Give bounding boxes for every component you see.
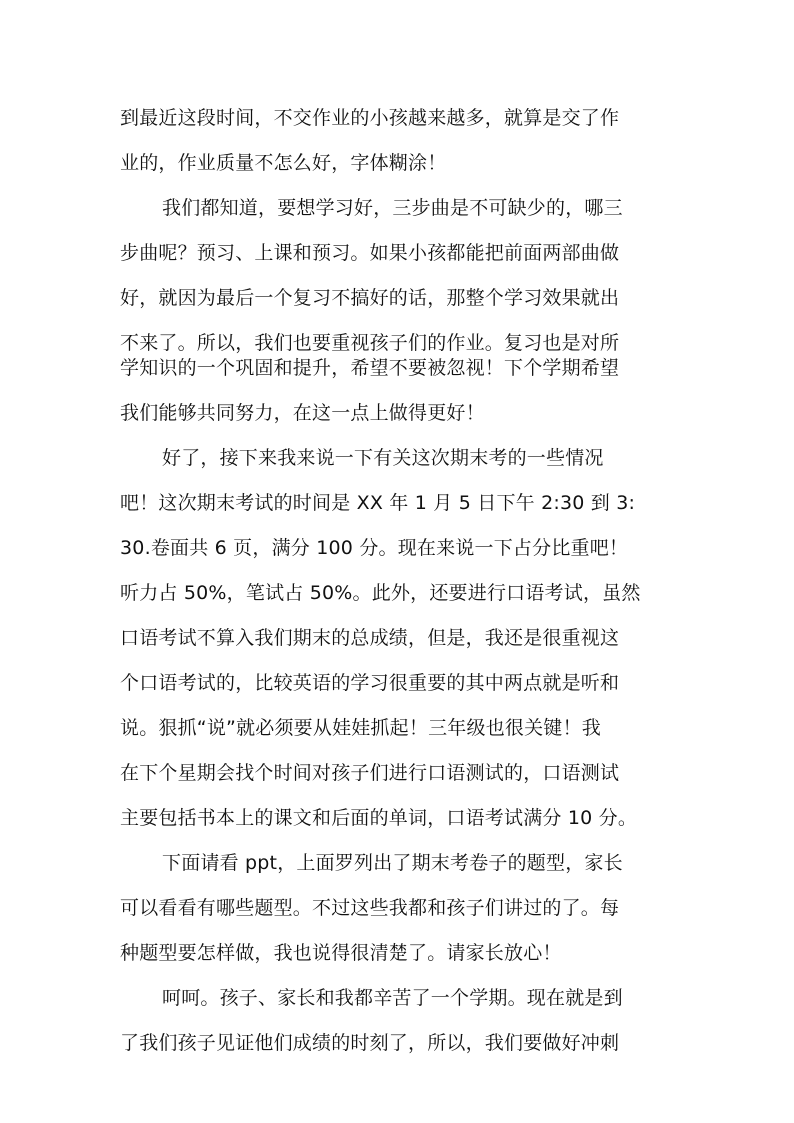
paragraph-start-line: 好了，接下来我来说一下有关这次期末考的一些情况 bbox=[162, 447, 604, 469]
paragraph-start-line: 我们都知道，要想学习好，三步曲是不可缺少的，哪三 bbox=[162, 197, 623, 219]
text-line: 学知识的一个巩固和提升，希望不要被忽视！下个学期希望 bbox=[120, 357, 620, 379]
text-line: 说。狠抓“说”就必须要从娃娃抓起！三年级也很关键！我 bbox=[120, 717, 601, 739]
text-line: 30.卷面共 6 页，满分 100 分。现在来说一下占分比重吧！ bbox=[120, 537, 629, 559]
text-line: 业的，作业质量不怎么好，字体糊涂！ bbox=[120, 152, 447, 174]
text-line: 步曲呢？预习、上课和预习。如果小孩都能把前面两部曲做 bbox=[120, 242, 620, 264]
text-line: 了我们孩子见证他们成绩的时刻了，所以，我们要做好冲刺 bbox=[120, 1032, 620, 1054]
text-line: 在下个星期会找个时间对孩子们进行口语测试的，口语测试 bbox=[120, 762, 620, 784]
text-line: 个口语考试的，比较英语的学习很重要的其中两点就是听和 bbox=[120, 672, 620, 694]
text-line: 吧！这次期末考试的时间是 XX 年 1 月 5 日下午 2:30 到 3: bbox=[120, 492, 636, 514]
paragraph-start-line: 呵呵。孩子、家长和我都辛苦了一个学期。现在就是到 bbox=[162, 987, 623, 1009]
text-line: 到最近这段时间，不交作业的小孩越来越多，就算是交了作 bbox=[120, 107, 620, 129]
text-line: 种题型要怎样做，我也说得很清楚了。请家长放心！ bbox=[120, 942, 562, 964]
text-line: 可以看看有哪些题型。不过这些我都和孩子们讲过的了。每 bbox=[120, 897, 620, 919]
text-line: 不来了。所以，我们也要重视孩子们的作业。复习也是对所 bbox=[120, 332, 620, 354]
paragraph-start-line: 下面请看 ppt，上面罗列出了期末考卷子的题型，家长 bbox=[162, 852, 623, 874]
text-line: 我们能够共同努力，在这一点上做得更好！ bbox=[120, 402, 485, 424]
text-line: 好，就因为最后一个复习不搞好的话，那整个学习效果就出 bbox=[120, 287, 620, 309]
text-line: 听力占 50%，笔试占 50%。此外，还要进行口语考试，虽然 bbox=[120, 582, 641, 604]
text-line: 口语考试不算入我们期末的总成绩，但是，我还是很重视这 bbox=[120, 627, 620, 649]
text-line: 主要包括书本上的课文和后面的单词，口语考试满分 10 分。 bbox=[120, 807, 638, 829]
